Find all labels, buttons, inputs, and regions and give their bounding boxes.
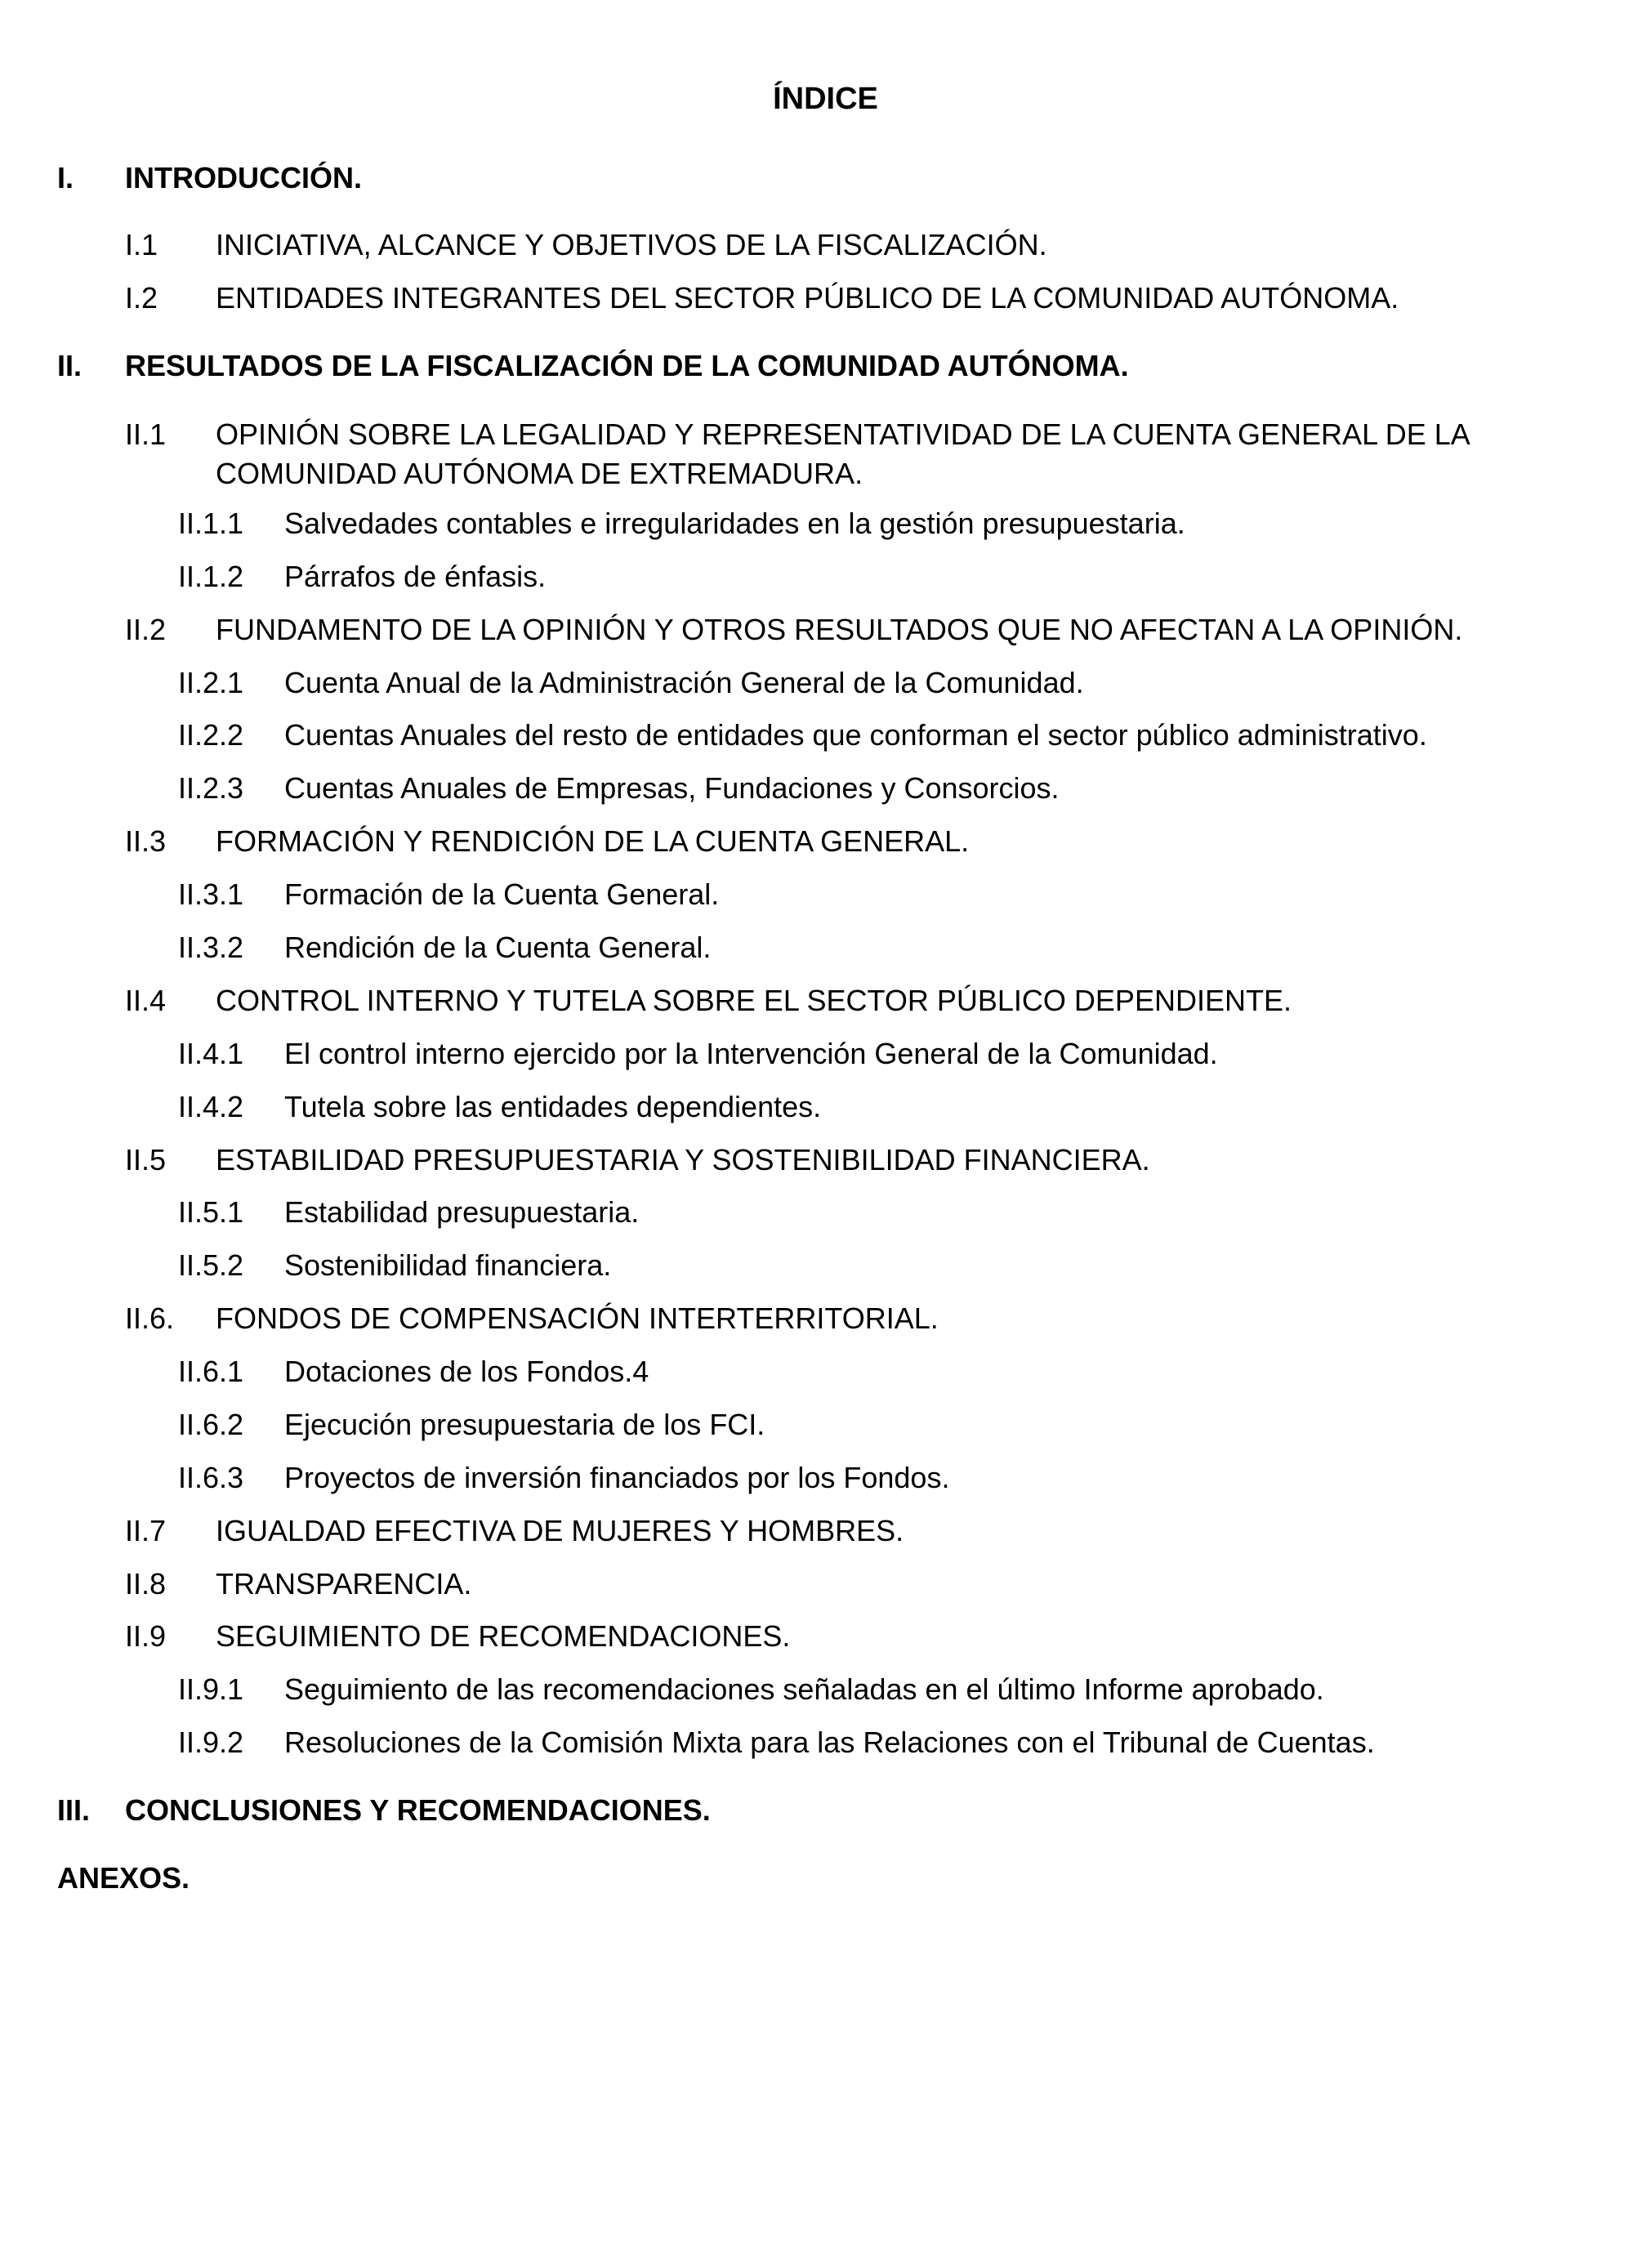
toc-entry-number: I.1 bbox=[125, 228, 158, 261]
toc-entry-number: II.2.2 bbox=[178, 718, 244, 752]
toc-entry-text: CONTROL INTERNO Y TUTELA SOBRE EL SECTOR PÚBLICO DEPENDIENTE. bbox=[216, 984, 1292, 1017]
toc-entry-text: Salvedades contables e irregularidades en la gestión presupuestaria. bbox=[284, 507, 1185, 540]
toc-entry-text: Dotaciones de los Fondos.4 bbox=[284, 1355, 649, 1388]
toc-entry-text: RESULTADOS DE LA FISCALIZACIÓN DE LA COMUNIDAD AUTÓNOMA. bbox=[125, 349, 1129, 382]
toc-entry-number: II.1.2 bbox=[178, 560, 244, 593]
toc-entry-text: SEGUIMIENTO DE RECOMENDACIONES. bbox=[216, 1619, 791, 1653]
toc-entry-text: Proyectos de inversión financiados por los Fondos. bbox=[284, 1461, 950, 1494]
toc-entry-number: II.6. bbox=[125, 1301, 175, 1335]
toc-entry-number: II.3.2 bbox=[178, 931, 244, 964]
toc-entry-number: II.2 bbox=[125, 613, 167, 646]
toc-entry-number: II.1 bbox=[125, 417, 167, 451]
toc-entry-number: II.9.1 bbox=[178, 1672, 244, 1706]
toc-entry-text: FUNDAMENTO DE LA OPINIÓN Y OTROS RESULTADOS QUE NO AFECTAN A LA OPINIÓN. bbox=[216, 613, 1463, 646]
toc-entry-number: II.7 bbox=[125, 1514, 167, 1547]
toc-entry-text: Seguimiento de las recomendaciones señaladas en el último Informe aprobado. bbox=[284, 1672, 1324, 1706]
toc-entry-number: III. bbox=[57, 1793, 91, 1827]
toc-entry-text: ESTABILIDAD PRESUPUESTARIA Y SOSTENIBILIDAD FINANCIERA. bbox=[216, 1143, 1150, 1176]
toc-entry-text: TRANSPARENCIA. bbox=[216, 1567, 472, 1601]
toc-entry-number: I.2 bbox=[125, 281, 158, 315]
toc-entry-text: Cuentas Anuales del resto de entidades que conforman el sector público administrativo. bbox=[284, 718, 1427, 752]
toc-entry-number: II.4.1 bbox=[178, 1037, 244, 1070]
toc-entry-text: Cuentas Anuales de Empresas, Fundaciones y Consorcios. bbox=[284, 771, 1060, 805]
toc-entry-number: I. bbox=[57, 161, 74, 194]
toc-entry-text: Estabilidad presupuestaria. bbox=[284, 1195, 640, 1229]
toc-entry-text: FONDOS DE COMPENSACIÓN INTERTERRITORIAL. bbox=[216, 1301, 939, 1335]
toc-entry-text: OPINIÓN SOBRE LA LEGALIDAD Y REPRESENTATIVIDAD DE LA CUENTA GENERAL DE LA COMUNIDAD AUTÓNOMA DE EXTREMADURA. bbox=[216, 417, 1469, 490]
toc-entry-text: ENTIDADES INTEGRANTES DEL SECTOR PÚBLICO DE LA COMUNIDAD AUTÓNOMA. bbox=[216, 281, 1399, 315]
toc-entry-number: II.6.3 bbox=[178, 1461, 244, 1494]
toc-entry-text: Resoluciones de la Comisión Mixta para las Relaciones con el Tribunal de Cuentas. bbox=[284, 1726, 1375, 1759]
toc-entry-text: INICIATIVA, ALCANCE Y OBJETIVOS DE LA FISCALIZACIÓN. bbox=[216, 228, 1047, 261]
toc-entry-number: II.4.2 bbox=[178, 1090, 244, 1123]
toc-entry-number: II.5.2 bbox=[178, 1248, 244, 1282]
toc-entry-number: II.6.2 bbox=[178, 1408, 244, 1441]
toc-entry-number: II.3 bbox=[125, 824, 167, 858]
toc-entry-text: CONCLUSIONES Y RECOMENDACIONES. bbox=[125, 1793, 711, 1827]
toc-entry-number: II.9.2 bbox=[178, 1726, 244, 1759]
page-title: ÍNDICE bbox=[773, 82, 878, 116]
toc-entry-number: II.2.3 bbox=[178, 771, 244, 805]
toc-entry-text: Formación de la Cuenta General. bbox=[284, 877, 720, 911]
toc-entry-text: Tutela sobre las entidades dependientes. bbox=[284, 1090, 822, 1123]
toc-entry-number: II.8 bbox=[125, 1567, 167, 1601]
toc-entry-text: IGUALDAD EFECTIVA DE MUJERES Y HOMBRES. bbox=[216, 1514, 904, 1547]
toc-entry-text: Sostenibilidad financiera. bbox=[284, 1248, 612, 1282]
toc-entry-number: II.1.1 bbox=[178, 507, 244, 540]
toc-entry-text: FORMACIÓN Y RENDICIÓN DE LA CUENTA GENERAL. bbox=[216, 824, 970, 858]
toc-entry-text: Párrafos de énfasis. bbox=[284, 560, 547, 593]
toc-entry-text: INTRODUCCIÓN. bbox=[125, 161, 362, 194]
toc-entry-number: II.5 bbox=[125, 1143, 167, 1176]
toc-entry-number: II.6.1 bbox=[178, 1355, 244, 1388]
toc-entry-text: ANEXOS. bbox=[57, 1861, 190, 1895]
toc-entry-text: Rendición de la Cuenta General. bbox=[284, 931, 712, 964]
toc-entry-number: II.5.1 bbox=[178, 1195, 244, 1229]
toc-entry-text: Ejecución presupuestaria de los FCI. bbox=[284, 1408, 765, 1441]
toc-entry-text: El control interno ejercido por la Intervención General de la Comunidad. bbox=[284, 1037, 1218, 1070]
toc-entry-number: II.4 bbox=[125, 984, 167, 1017]
toc-entry-text: Cuenta Anual de la Administración General de la Comunidad. bbox=[284, 666, 1084, 699]
toc-entry-number: II.9 bbox=[125, 1619, 167, 1653]
toc-entry-number: II. bbox=[57, 349, 83, 382]
toc-entry-number: II.2.1 bbox=[178, 666, 244, 699]
toc-entry-number: II.3.1 bbox=[178, 877, 244, 911]
